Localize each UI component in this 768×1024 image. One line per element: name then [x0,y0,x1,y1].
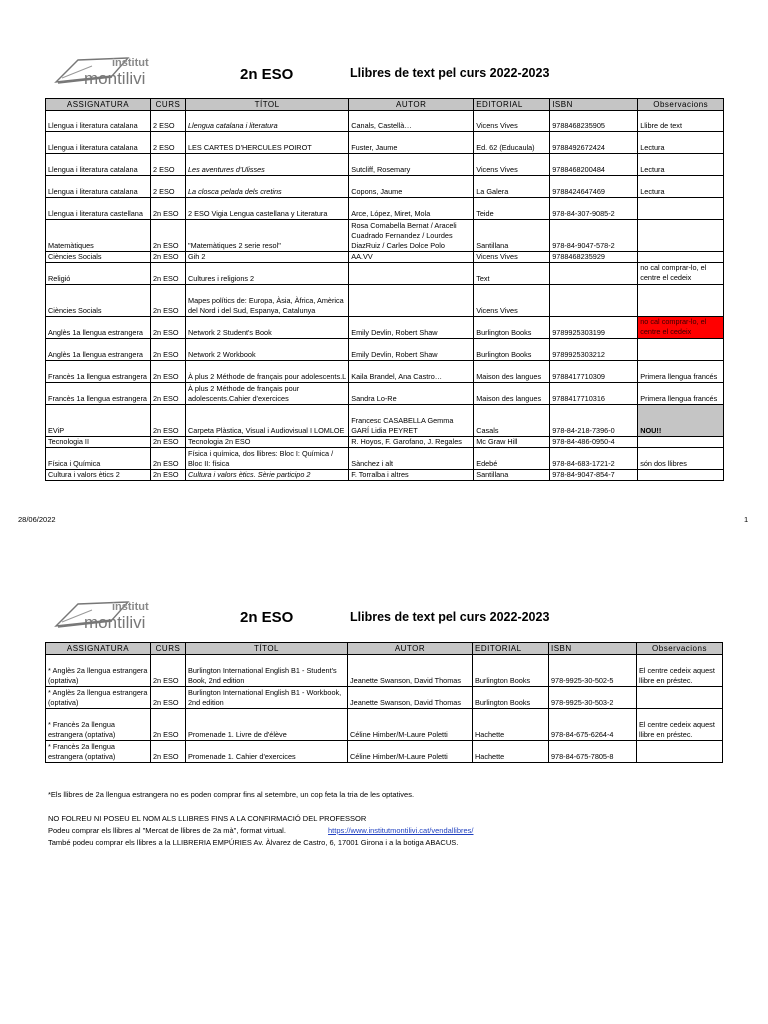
header-titol: TÍTOL [186,643,348,655]
cell-isbn: 9788468235905 [550,111,638,132]
cell-curs: 2n ESO [151,709,186,741]
cell-autor: Sutcliff, Rosemary [349,154,474,176]
cell-editorial: Edebé [474,448,550,470]
cell-titol: Llengua catalana i literatura [186,111,349,132]
cell-autor: Céline Himber/M-Laure Poletti [348,741,473,763]
cell-editorial: Casals [474,405,550,437]
header-isbn: ISBN [549,643,637,655]
cell-editorial: Hachette [473,741,549,763]
cell-autor: Sandra Lo-Re [349,383,474,405]
cell-autor: Arce, López, Miret, Mola [349,198,474,220]
cell-curs: 2n ESO [151,198,186,220]
cell-editorial: Hachette [473,709,549,741]
cell-titol: Tecnologia 2n ESO [186,437,349,448]
cell-observacions [638,220,724,252]
cell-autor: Jeanette Swanson, David Thomas [348,655,473,687]
table-row [46,405,724,437]
cell-observacions [638,285,724,317]
header-assignatura: ASSIGNATURA [46,99,151,111]
table-row [46,285,724,317]
cell-titol: Network 2 Student's Book [186,317,349,339]
print-date: 28/06/2022 [18,515,56,524]
cell-autor: Emily Devlin, Robert Shaw [349,339,474,361]
cell-titol: Mapes polítics de: Europa, Àsia, Àfrica, Amèrica del Nord i del Sud, Espanya, Catalunya [186,285,349,317]
cell-autor: Jeanette Swanson, David Thomas [348,687,473,709]
cell-editorial: Ed. 62 (Educaula) [474,132,550,154]
cell-isbn: 9788492672424 [550,132,638,154]
cell-curs: 2n ESO [151,285,186,317]
cell-autor: Canals, Castellà… [349,111,474,132]
cell-autor: R. Hoyos, F. Garofano, J. Regales [349,437,474,448]
cell-assignatura: * Anglès 2a llengua estrangera (optativa) [46,655,151,687]
cell-titol: Gih 2 [186,252,349,263]
cell-observacions: Lectura [638,132,724,154]
cell-titol: Network 2 Workbook [186,339,349,361]
cell-isbn: 978-84-675-7805-8 [549,741,637,763]
mercat-text: Podeu comprar els llibres al "Mercat de llibres de 2a mà", format virtual. [48,826,286,835]
book-table-optional [45,642,723,763]
cell-observacions [637,687,723,709]
cell-editorial: Text [474,263,550,285]
mercat-note [48,826,474,835]
cell-titol: Carpeta Plàstica, Visual i Audiovisual I LOMLOE [186,405,349,437]
cell-titol: 2 ESO Vigia Lengua castellana y Literatura [186,198,349,220]
table-row [46,655,723,687]
cell-observacions [638,198,724,220]
cell-curs: 2n ESO [151,405,186,437]
table-row [46,709,723,741]
table-header-row [46,99,724,111]
cell-isbn: 978-84-486-0950-4 [550,437,638,448]
cell-isbn: 978-84-9047-854-7 [550,470,638,481]
cell-assignatura: Tecnologia II [46,437,151,448]
cell-observacions [638,470,724,481]
cell-curs: 2n ESO [151,361,186,383]
cell-autor: Emily Devlin, Robert Shaw [349,317,474,339]
svg-text:montilivi: montilivi [84,69,146,88]
table-row [46,470,724,481]
cell-assignatura: Cultura i valors ètics 2 [46,470,151,481]
header-curs: CURS [151,643,186,655]
cell-titol: "Matemàtiques 2 serie resol" [186,220,349,252]
cell-editorial: Santillana [474,220,550,252]
cell-isbn: 978-84-218-7396-0 [550,405,638,437]
cell-editorial: Santillana [474,470,550,481]
cell-editorial: Burlington Books [474,339,550,361]
header-observacions: Observacions [638,99,724,111]
header-isbn: ISBN [550,99,638,111]
book-table-main [45,98,724,481]
cell-isbn [550,285,638,317]
cell-assignatura: Llengua i literatura catalana [46,132,151,154]
cell-autor: Copons, Jaume [349,176,474,198]
cell-editorial: Burlington Books [473,655,549,687]
cell-assignatura: * Anglès 2a llengua estrangera (optativa) [46,687,151,709]
cell-isbn: 9788468235929 [550,252,638,263]
cell-isbn: 9788417710309 [550,361,638,383]
cell-curs: 2n ESO [151,448,186,470]
table-row [46,176,724,198]
header-editorial: EDITORIAL [473,643,549,655]
cell-autor: Kaila Brandel, Ana Castro… [349,361,474,383]
cell-observacions: no cal comprar-lo, el centre el cedeix [638,263,724,285]
cell-titol: Física i química, dos llibres: Bloc I: Química / Bloc II: física [186,448,349,470]
cell-isbn: 9788468200484 [550,154,638,176]
cell-assignatura: Ciències Socials [46,252,151,263]
table-row [46,687,723,709]
cell-autor: Rosa Comabella Bernat / Araceli Cuadrado Fernandez / Lourdes DiazRuiz / Carles Dolce Polo [349,220,474,252]
svg-text:institut: institut [112,57,149,69]
optatives-note: *Els llibres de 2a llengua estrangera no es poden comprar fins al setembre, un cop feta la tria de les optatives. [48,790,415,799]
cell-curs: 2n ESO [151,263,186,285]
cell-observacions: El centre cedeix aquest llibre en préstec. [637,655,723,687]
cell-assignatura: EViP [46,405,151,437]
cell-assignatura: Francès 1a llengua estrangera [46,361,151,383]
cell-editorial: Maison des langues [474,383,550,405]
cell-observacions: Lectura [638,176,724,198]
cell-titol: Cultura i valors ètics. Sèrie participo 2 [186,470,349,481]
cell-editorial: Burlington Books [474,317,550,339]
cell-titol: Cultures i religions 2 [186,263,349,285]
cell-autor: Céline Himber/M-Laure Poletti [348,709,473,741]
table-row [46,111,724,132]
cell-isbn: 9788424647469 [550,176,638,198]
cell-autor: Francesc CASABELLA Gemma GARÍ Lidia PEYRET [349,405,474,437]
cell-assignatura: Llengua i literatura catalana [46,111,151,132]
table-row [46,741,723,763]
cell-curs: 2 ESO [151,176,186,198]
header-autor: AUTOR [348,643,473,655]
cell-observacions [638,339,724,361]
cell-assignatura: Ciències Socials [46,285,151,317]
cell-editorial: Mc Graw Hill [474,437,550,448]
table-row [46,220,724,252]
cell-assignatura: * Francès 2a llengua estrangera (optativa) [46,709,151,741]
cell-curs: 2 ESO [151,154,186,176]
svg-text:institut: institut [112,601,149,613]
cell-assignatura: Física i Química [46,448,151,470]
cell-autor [349,285,474,317]
cell-observacions: Primera llengua francés [638,383,724,405]
cell-isbn [550,263,638,285]
cell-assignatura: Anglès 1a llengua estrangera [46,339,151,361]
table-row [46,361,724,383]
cell-curs: 2n ESO [151,741,186,763]
cell-editorial: La Galera [474,176,550,198]
cell-isbn: 978-9925-30-502-5 [549,655,637,687]
warning-note: NO FOLREU NI POSEU EL NOM ALS LLIBRES FINS A LA CONFIRMACIÓ DEL PROFESSOR [48,814,367,823]
cell-assignatura: * Francès 2a llengua estrangera (optativa) [46,741,151,763]
school-logo [52,52,152,92]
header-autor: AUTOR [349,99,474,111]
cell-titol: La closca pelada dels cretins [186,176,349,198]
table-row [46,263,724,285]
cell-observacions [637,741,723,763]
cell-titol: Promenade 1. Cahier d'exercices [186,741,348,763]
page-subtitle-page2: Llibres de text pel curs 2022-2023 [350,610,550,624]
cell-observacions: Lectura [638,154,724,176]
cell-isbn: 978-84-307-9085-2 [550,198,638,220]
cell-observacions-highlight: no cal comprar-lo, el centre el cedeix [638,317,724,339]
cell-observacions [638,437,724,448]
table-row [46,252,724,263]
grade-title: 2n ESO [240,66,294,83]
cell-observacions: Llibre de text [638,111,724,132]
cell-titol: Burlington International English B1 - Workbook, 2nd edition [186,687,348,709]
cell-isbn: 9789925303199 [550,317,638,339]
table-row [46,317,724,339]
table-row [46,132,724,154]
cell-curs: 2n ESO [151,339,186,361]
table-header-row [46,643,723,655]
page-number: 1 [744,515,749,524]
cell-titol: Les aventures d'Ulisses [186,154,349,176]
cell-autor: F. Torralba i altres [349,470,474,481]
cell-autor: Fuster, Jaume [349,132,474,154]
cell-editorial: Burlington Books [473,687,549,709]
cell-editorial: Vicens Vives [474,111,550,132]
cell-editorial: Vicens Vives [474,252,550,263]
cell-autor: Sànchez i alt [349,448,474,470]
cell-titol: À plus 2 Méthode de français pour adolescents.L [186,361,349,383]
cell-titol: À plus 2 Méthode de français pour adolescents.Cahier d'exercices [186,383,349,405]
grade-title-page2: 2n ESO [240,609,294,626]
cell-assignatura: Llengua i literatura castellana [46,198,151,220]
cell-curs: 2n ESO [151,687,186,709]
cell-curs: 2n ESO [151,470,186,481]
header-editorial: EDITORIAL [474,99,550,111]
table-row [46,339,724,361]
cell-editorial: Vicens Vives [474,154,550,176]
table-row [46,437,724,448]
cell-assignatura: Llengua i literatura catalana [46,154,151,176]
cell-isbn: 9789925303212 [550,339,638,361]
table-row [46,448,724,470]
cell-curs: 2n ESO [151,383,186,405]
cell-curs: 2n ESO [151,317,186,339]
cell-isbn: 978-84-9047-578-2 [550,220,638,252]
cell-curs: 2 ESO [151,111,186,132]
cell-curs: 2n ESO [151,655,186,687]
cell-observacions: El centre cedeix aquest llibre en préstec. [637,709,723,741]
cell-curs: 2n ESO [151,437,186,448]
cell-observacions-new: NOU!! [638,405,724,437]
svg-text:montilivi: montilivi [84,613,146,632]
header-observacions: Observacions [637,643,723,655]
cell-assignatura: Anglès 1a llengua estrangera [46,317,151,339]
cell-curs: 2 ESO [151,132,186,154]
cell-editorial: Vicens Vives [474,285,550,317]
cell-editorial: Maison des langues [474,361,550,383]
cell-assignatura: Llengua i literatura catalana [46,176,151,198]
cell-curs: 2n ESO [151,252,186,263]
table-row [46,383,724,405]
cell-isbn: 978-84-683-1721-2 [550,448,638,470]
cell-curs: 2n ESO [151,220,186,252]
cell-isbn: 978-9925-30-503-2 [549,687,637,709]
cell-assignatura: Religió [46,263,151,285]
cell-titol: Promenade 1. Livre de d'élève [186,709,348,741]
cell-observacions: Primera llengua francés [638,361,724,383]
cell-assignatura: Matemàtiques [46,220,151,252]
cell-titol: Burlington International English B1 - Student's Book, 2nd edition [186,655,348,687]
cell-isbn: 9788417710316 [550,383,638,405]
cell-observacions: són dos llibres [638,448,724,470]
cell-autor: AA.VV [349,252,474,263]
cell-observacions [638,252,724,263]
header-assignatura: ASSIGNATURA [46,643,151,655]
cell-autor [349,263,474,285]
table-row [46,198,724,220]
cell-assignatura: Francès 1a llengua estrangera [46,383,151,405]
cell-isbn: 978-84-675-6264-4 [549,709,637,741]
mercat-link[interactable]: https://www.institutmontilivi.cat/vendallibres/ [328,826,474,835]
header-titol: TÍTOL [186,99,349,111]
cell-editorial: Teide [474,198,550,220]
page-subtitle: Llibres de text pel curs 2022-2023 [350,66,550,80]
table-row [46,154,724,176]
school-logo-page2 [52,596,152,636]
header-curs: CURS [151,99,186,111]
cell-titol: LES CARTES D'HERCULES POIROT [186,132,349,154]
empories-note: També podeu comprar els llibres a la LLIBRERIA EMPÚRIES Av. Àlvarez de Castro, 6, 17001 Girona i a la botiga ABACUS. [48,838,459,847]
